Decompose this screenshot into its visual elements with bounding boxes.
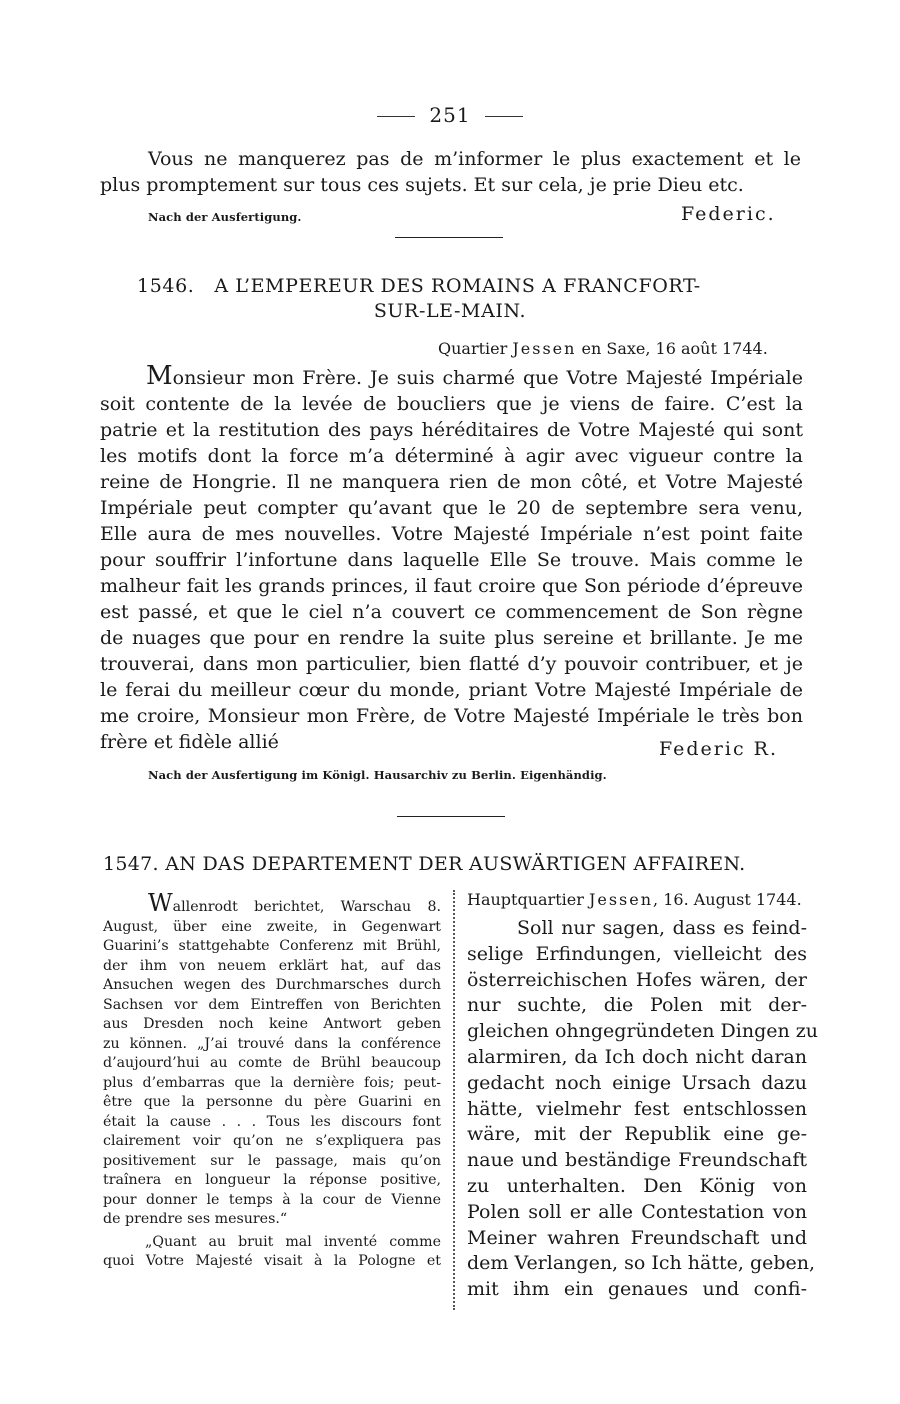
dateline-place: Jessen: [512, 339, 577, 358]
intro-line: plus promptement sur tous ces sujets. Et sur cela, je prie Dieu etc.: [100, 174, 744, 196]
dateline-place: Jessen: [588, 890, 654, 909]
body-line: reine de Hongrie. Il ne manquera rien de mon côté, et Votre Majesté: [100, 471, 803, 493]
reply-line: hätte, vielmehr fest entschlossen: [467, 1097, 807, 1120]
body-line: frère et fidèle allié: [100, 731, 279, 753]
body-line: soit contente de la levée de boucliers que je viens de faire. C’est la: [100, 393, 803, 415]
column-divider: [453, 890, 455, 1310]
dateline-prefix: Quartier: [438, 339, 513, 358]
dateline-suffix: , 16. August 1744.: [653, 890, 802, 909]
letter-1546-heading-line2: SUR-LE-MAIN.: [373, 300, 527, 322]
page-number-text: 251: [429, 103, 471, 127]
body-line: pour souffrir l’infortune dans laquelle Elle Se trouve. Mais comme le: [100, 549, 803, 571]
letter-1546-heading: [137, 275, 701, 297]
body-line: malheur fait les grands princes, il faut croire que Son période d’épreuve: [100, 575, 803, 597]
summary-line: der ihm von neuem erklärt hat, auf das: [103, 957, 441, 974]
dateline-suffix: en Saxe, 16 août 1744.: [576, 339, 768, 358]
body-line: les motifs dont la force m’a déterminé à agir avec vigueur contre la: [100, 445, 803, 467]
reply-line: dem Verlangen, so Ich hätte, geben,: [467, 1252, 816, 1275]
page-number-dash-left: [377, 116, 415, 117]
letter-1547-summary: [103, 889, 441, 1272]
reply-line: Polen soll er alle Contestation von: [467, 1200, 807, 1223]
summary-line: aus Dresden noch keine Antwort geben: [103, 1016, 441, 1032]
body-line: Impériale peut compter qu’avant que le 20 de septembre sera venu,: [100, 497, 803, 519]
summary-line: traînera en longueur la réponse positive,: [103, 1172, 441, 1188]
intro-paragraph: [100, 146, 801, 198]
summary-line: était la cause . . . Tous les discours font: [103, 1113, 441, 1130]
dateline-prefix: Hauptquartier: [467, 890, 589, 909]
reply-line: Meiner wahren Freundschaft und: [467, 1226, 807, 1249]
reply-line: gedacht noch einige Ursach dazu: [467, 1071, 807, 1094]
body-line: le ferai du meilleur cœur du monde, priant Votre Majesté Impériale de: [100, 679, 803, 701]
summary-line: clairement voir qu’on ne s’expliquera pas: [103, 1133, 441, 1149]
drop-initial: M: [146, 361, 173, 391]
letter-1547-dateline: [467, 890, 802, 909]
body-line: Elle aura de mes nouvelles. Votre Majesté Impériale n’est point faite: [100, 523, 803, 545]
reply-line: naue und beständige Freundschaft: [467, 1149, 807, 1172]
summary-line: être que la personne du père Guarini en: [103, 1094, 441, 1110]
body-line-text: onsieur mon Frère. Je suis charmé que Votre Majesté Impériale: [172, 367, 803, 389]
section-rule: [395, 237, 503, 238]
summary-line: Ansuchen wegen des Durchmarsches durch: [103, 977, 441, 993]
summary-line: positivement sur le passage, mais qu’on: [103, 1152, 441, 1169]
summary-line: zu können. „J’ai trouvé dans la conférence: [103, 1035, 441, 1052]
reply-line: gleichen ohngegründeten Dingen zu: [467, 1020, 819, 1043]
body-line: est passé, et que le ciel n’a couvert ce commencement de Son règne: [100, 601, 803, 623]
intro-line: Vous ne manquerez pas de m’informer le plus exactement et le: [148, 148, 801, 170]
summary-line: [103, 889, 441, 918]
page-number: [0, 103, 900, 127]
summary-line: quoi Votre Majesté visait à la Pologne et: [103, 1253, 441, 1269]
reply-line: wäre, mit der Republik eine ge-: [467, 1123, 807, 1146]
drop-initial: W: [148, 889, 173, 917]
summary-line: plus d’embarras que la dernière fois; peut-: [103, 1074, 441, 1091]
letter-1546-source-note: Nach der Ausfertigung im Königl. Hausarchiv zu Berlin. Eigenhändig.: [148, 768, 607, 782]
reply-line: selige Erfindungen, vielleicht des: [467, 942, 807, 965]
letter-title-line1: A L’EMPEREUR DES ROMAINS A FRANCFORT-: [214, 275, 701, 297]
summary-line: d’aujourd’hui au comte de Brühl beaucoup: [103, 1055, 441, 1071]
summary-line: August, über eine zweite, in Gegenwart: [103, 918, 441, 935]
body-line: me croire, Monsieur mon Frère, de Votre Majesté Impériale le très bon: [100, 705, 803, 727]
body-line: [100, 363, 803, 391]
summary-line: Sachsen vor dem Eintreffen von Berichten: [103, 996, 441, 1013]
summary-line: de prendre ses mesures.“: [103, 1211, 288, 1227]
letter-1547-heading: 1547. AN DAS DEPARTEMENT DER AUSWÄRTIGEN AFFAIREN.: [103, 853, 746, 875]
summary-line: pour donner le temps à la cour de Vienne: [103, 1191, 441, 1208]
reply-line: mit ihm ein genaues und confi-: [467, 1278, 807, 1301]
intro-source-note: Nach der Ausfertigung.: [148, 210, 302, 224]
summary-line-text: allenrodt berichtet, Warschau 8.: [172, 899, 441, 915]
reply-line: alarmiren, da Ich doch nicht daran: [467, 1045, 807, 1068]
letter-1546-body: [100, 363, 803, 755]
letter-1546-signature: Federic R.: [659, 738, 778, 760]
reply-line: Soll nur sagen, dass es feind-: [517, 917, 807, 939]
body-line: trouverai, dans mon particulier, bien flatté d’y pouvoir contribuer, et je: [100, 653, 803, 675]
letter-1546-dateline: [438, 339, 768, 358]
reply-line: österreichischen Hofes wären, der: [467, 968, 807, 991]
summary-line: „Quant au bruit mal inventé comme: [145, 1233, 441, 1250]
reply-line: nur suchte, die Polen mit der-: [467, 994, 807, 1017]
body-line: patrie et la restitution des pays héréditaires de Votre Majesté qui sont: [100, 419, 803, 441]
summary-line: Guarini’s stattgehabte Conferenz mit Brühl,: [103, 938, 441, 954]
body-line: de nuages que pour en rendre la suite plus sereine et brillante. Je me: [100, 627, 803, 649]
section-rule: [397, 816, 505, 817]
page-number-dash-right: [485, 116, 523, 117]
reply-line: zu unterhalten. Den König von: [467, 1174, 807, 1197]
letter-number: 1546.: [137, 275, 195, 297]
intro-signature: Federic.: [681, 203, 776, 225]
letter-1547-reply: [467, 916, 819, 1303]
